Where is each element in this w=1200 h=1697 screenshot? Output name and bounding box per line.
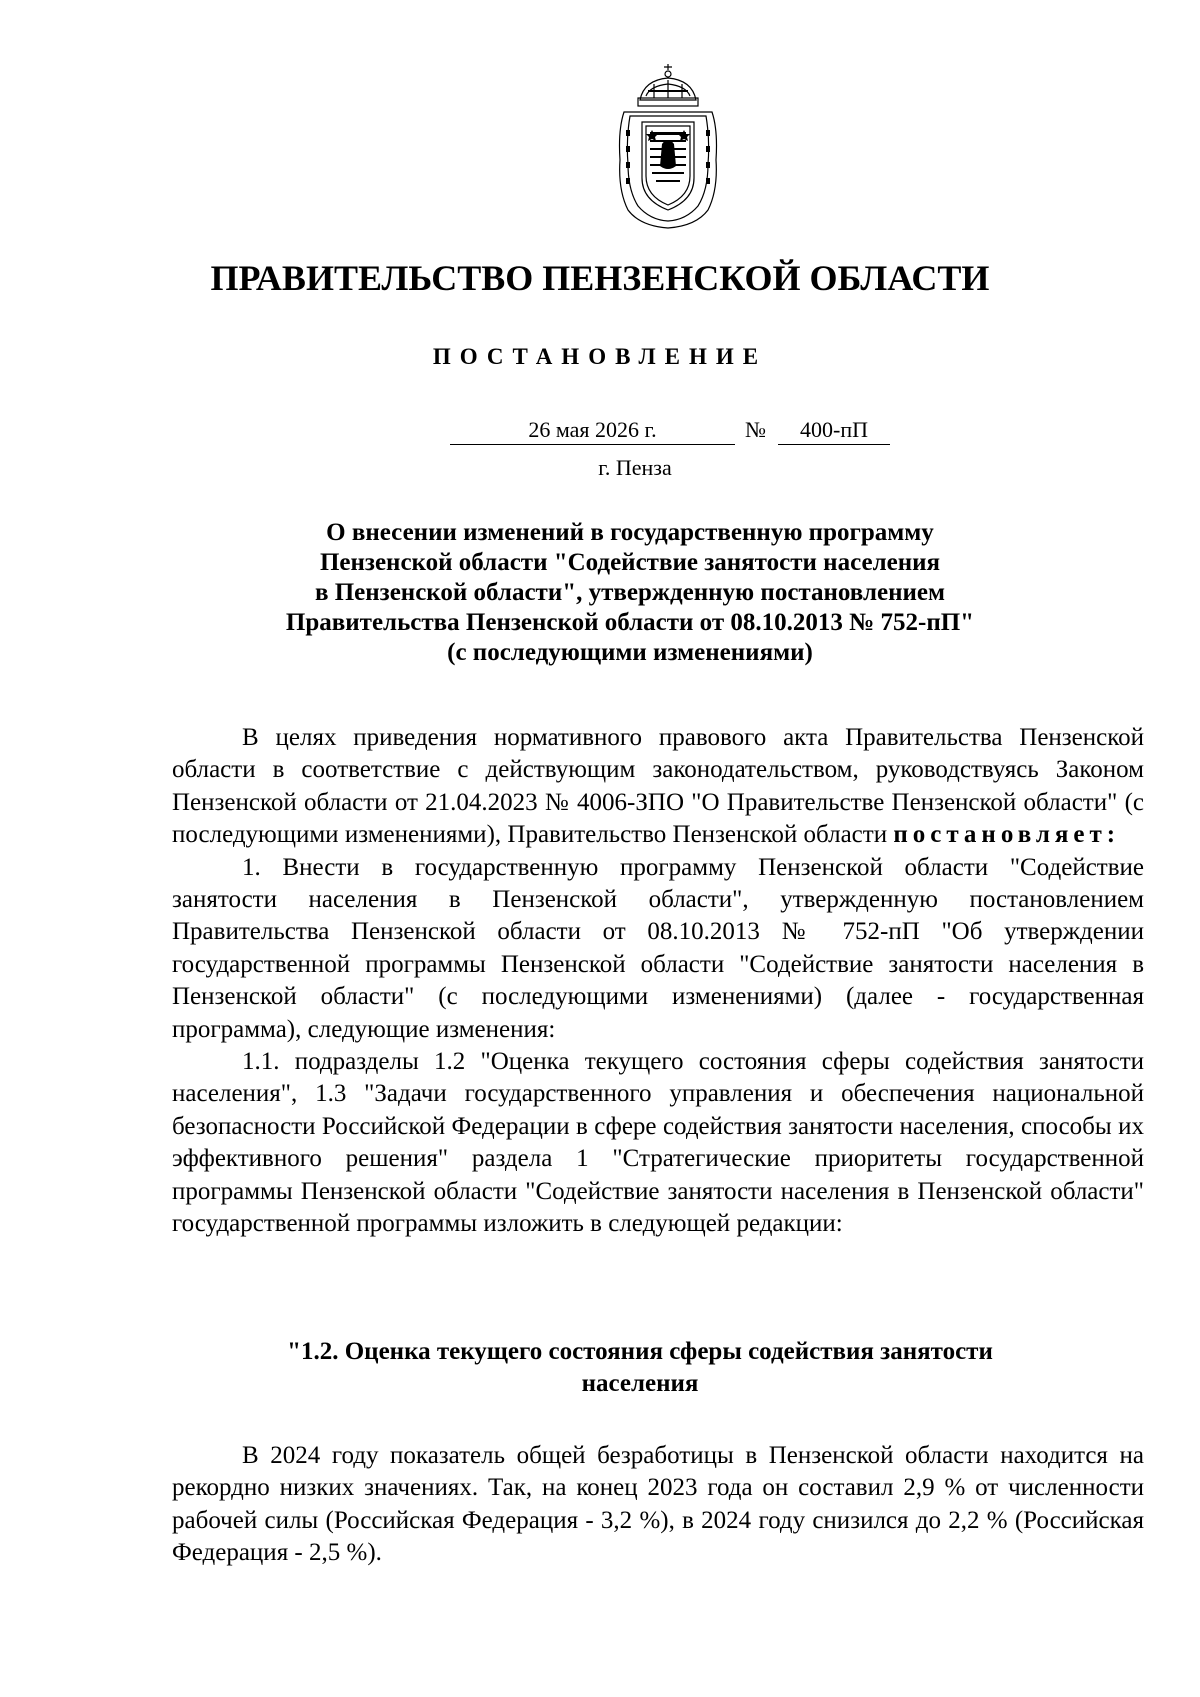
number-sign: № (745, 417, 766, 442)
document-type: ПОСТАНОВЛЕНИЕ (432, 344, 768, 369)
section-body (172, 1440, 1144, 1570)
document-number: 400-пП (778, 416, 890, 445)
coat-of-arms-emblem (610, 60, 726, 232)
document-date: 26 мая 2026 г. (450, 416, 735, 445)
section-heading-line: "1.2. Оценка текущего состояния сферы содействия занятости (287, 1338, 993, 1365)
government-title: ПРАВИТЕЛЬСТВО ПЕНЗЕНСКОЙ ОБЛАСТИ (210, 258, 990, 298)
section-heading (200, 1336, 1080, 1400)
section-heading-line: населения (581, 1370, 699, 1397)
document-heading (200, 518, 1060, 668)
heading-line: О внесении изменений в государственную программу (326, 519, 934, 546)
section-paragraph: В 2024 году показатель общей безработицы в Пензенской области находится на рекордно низких значениях. Так, на конец 2023 года он составил 2,9 % от численности рабочей силы (Российская Федерация - 3,2 %), в 2024 году снизился до 2,2 % (Российская Федерация - 2,5 %). (172, 1442, 1144, 1567)
document-body (172, 722, 1144, 1241)
document-city: г. Пенза (598, 455, 672, 480)
resolves-word: постановляет: (893, 821, 1121, 849)
heading-line: (с последующими изменениями) (447, 639, 813, 666)
body-paragraph (172, 722, 1144, 852)
heading-line: Пензенской области "Содействие занятости населения (319, 549, 941, 576)
body-paragraph: 1.1. подразделы 1.2 "Оценка текущего состояния сферы содействия занятости населения", 1.3 "Задачи государственного управления и обеспечения национальной безопасности Российской Федерации в сфере содействия занятости населения, способы их эффективного решения" раздела 1 "Стратегические приоритеты государственной программы Пензенской области "Содействие занятости населения в Пензенской области" государственной программы изложить в следующей редакции: (172, 1048, 1144, 1238)
body-paragraph: 1. Внести в государственную программу Пензенской области "Содействие занятости населения в Пензенской области", утвержденную постановлением Правительства Пензенской области от 08.10.2013 № 752-пП "Об утверждении государственной программы Пензенской области "Содействие занятости населения в Пензенской области" (с последующими изменениями) (далее - государственная программа), следующие изменения: (172, 853, 1144, 1043)
preamble-text: В целях приведения нормативного правового акта Правительства Пензенской области в соответствие с действующим законодательством, руководствуясь Законом Пензенской области от 21.04.2023 № 4006-ЗПО "О Правительстве Пензенской области" (с последующими изменениями), Правительство Пензенской области (172, 724, 1144, 849)
heading-line: Правительства Пензенской области от 08.10.2013 № 752-пП" (285, 609, 975, 636)
heading-line: в Пензенской области", утвержденную постановлением (314, 579, 946, 606)
